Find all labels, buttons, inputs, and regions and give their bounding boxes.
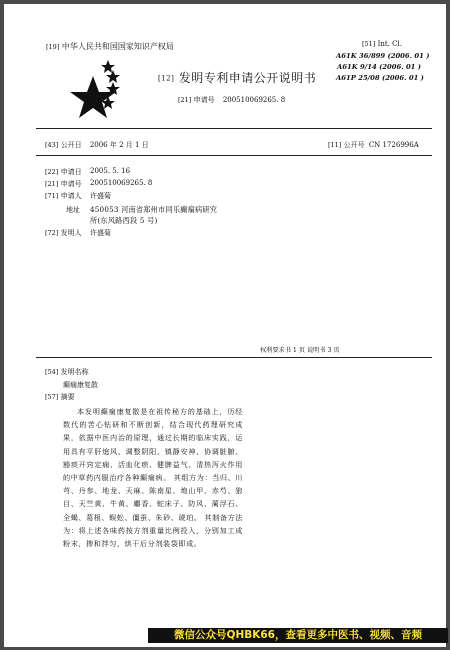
page-count-note: 权利要求书 1 页 说明书 3 页 [260,347,340,354]
office-name: 中华人民共和国国家知识产权局 [61,42,174,51]
ipc-class-3: A61P 25/08 (2006. 01 ) [336,74,424,82]
ipc-label: Int. Cl. [377,40,402,48]
appno-label: 申请号 [193,96,215,104]
applicant-value: 许盛菊 [90,192,111,200]
abstract-label: [57] 摘要 [45,393,75,401]
divider-top [36,128,432,129]
address-line-1: 450053 河南省郑州市同乐癫痫病研究 [90,205,218,214]
header-application-number [178,95,285,105]
pubdate-value: 2006 年 2 月 1 日 [89,141,149,149]
applicant-label: [71] 申请人 [45,192,82,200]
pubdate-code: [43] [45,141,59,149]
appno-value: 200510069265. 8 [222,96,286,104]
address-line-2: 所(东风路西段 5 号) [90,216,158,225]
invention-title: 癫痫康复散 [63,381,98,389]
divider-bibliographic [36,155,432,156]
app-no-value: 200510069265. 8 [90,179,153,187]
publication-number [328,140,419,150]
filing-date-label: [22] 申请日 [45,168,82,176]
national-emblem-icon [64,58,122,120]
abstract-text: 本发明癫痫康复散是在祖传秘方的基础上，历经数代的苦心钻研和不断创新，结合现代药理研究成果，依据中医内治的原理，通过长期的临床实践，运用具有平肝熄风、调整阴阳、镇静安神、协调脏腑、豁痰开窍定痫、活血化瘀、健脾益气、清热泻火作用的中草药内服治疗各种癫痫病。 其组方为：当归、川芎、丹参、地龙、天麻、陈南星、炮山甲、赤芍、狼目、天竺黄、牛黄、麝香、蛇床子、防风、蔺浮石、全蝎、葛根、蜈蚣、僵蚕、朱砂、琥珀。 其制备方法为：将上述各味药按方剂重量比例投入，分别加工成粉末，掺和拌匀，烘干后分剂装袋即成。 [63,407,243,549]
appno-code: [21] [178,96,192,104]
filing-date-value: 2005. 5. 16 [90,167,131,175]
ipc-class-2: A61K 9/14 (2006. 01 ) [337,63,421,71]
ipc-header [362,40,402,48]
inventor-label: [72] 发明人 [45,229,82,237]
frame-right [446,0,450,650]
ipc-class-1: A61K 36/899 (2006. 01 ) [336,52,430,60]
publication-date [45,140,149,150]
pub-type-title: 发明专利申请公开说明书 [178,71,317,85]
frame-top [0,0,450,4]
office-code: [19] [46,43,60,51]
frame-left [0,0,4,650]
pubdate-label: 公开日 [60,141,82,149]
pubno-label: 公开号 [343,141,365,149]
divider-abstract [36,357,432,358]
title-label: [54] 发明名称 [45,368,89,376]
pubno-value: CN 1726996A [368,141,419,149]
office-line [46,41,174,52]
pub-type-code: [12] [158,74,175,83]
pubno-code: [11] [328,141,342,149]
app-no-label: [21] 申请号 [45,180,82,188]
ipc-code: [51] [362,40,376,48]
publication-type [158,69,316,86]
address-label: 地址 [66,206,80,214]
wechat-banner: 微信公众号QHBK66，查看更多中医书、视频、音频 [148,628,448,643]
inventor-value: 许盛菊 [90,229,111,237]
